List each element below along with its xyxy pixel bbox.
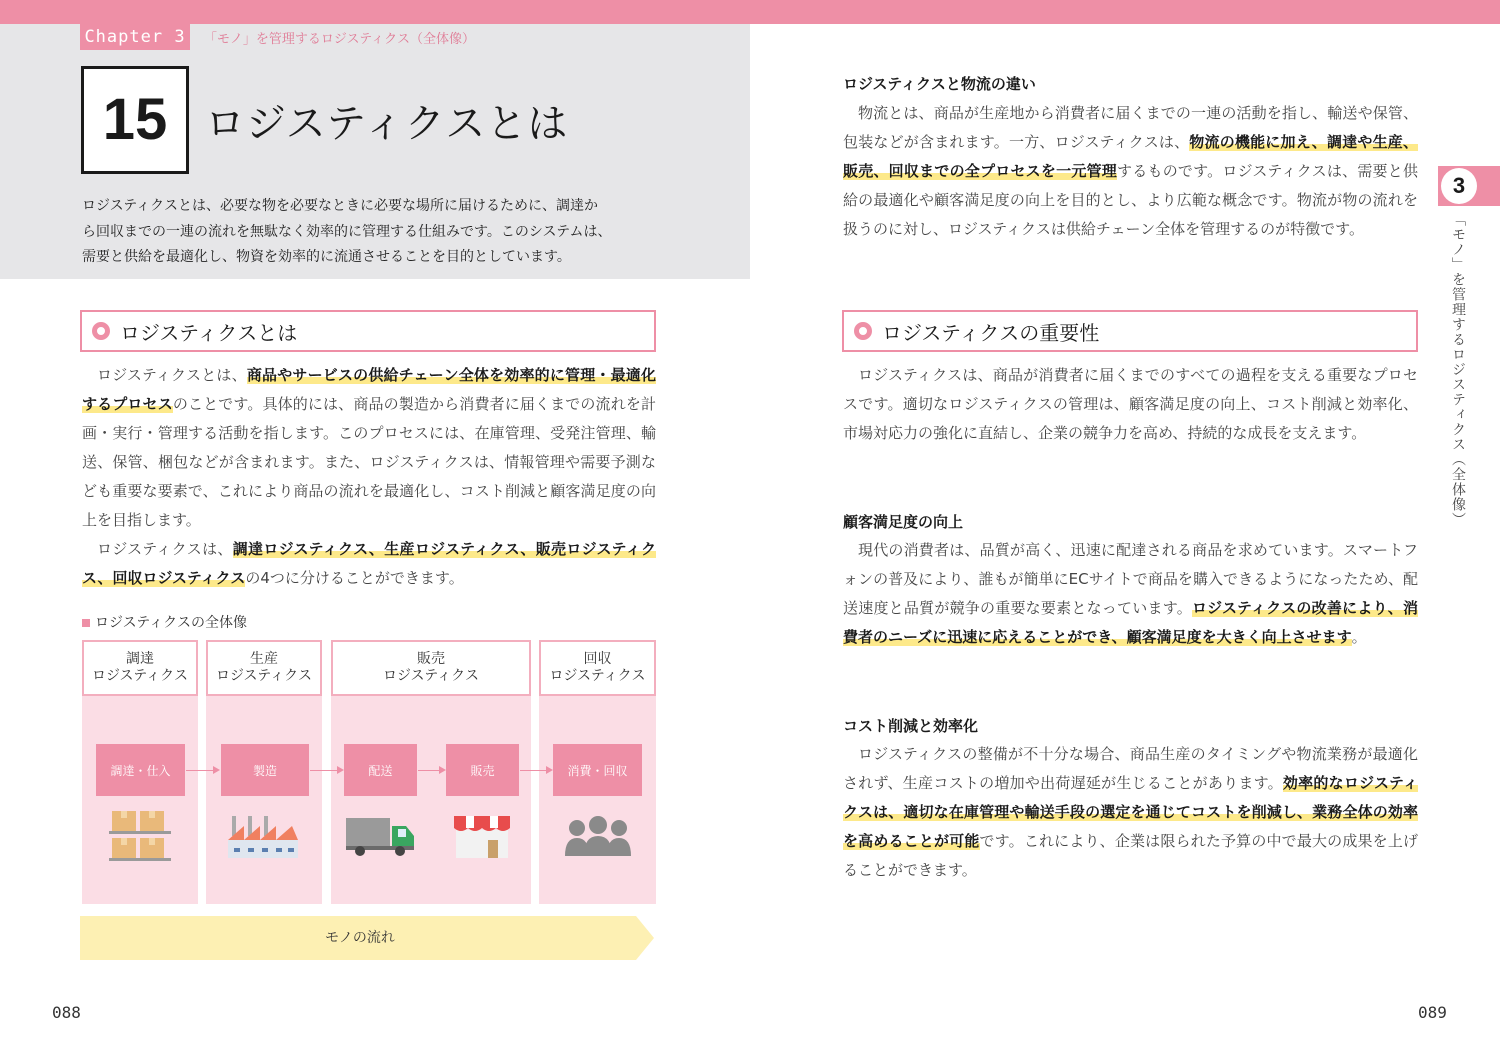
stage-title: ロジスティクス [549,668,646,684]
text-span: です。これにより、企業は限られた予算の中で最大の成果を上げることができます。 [843,832,1418,879]
subheading-customer-satisfaction: 顧客満足度の向上 [843,513,964,531]
section-heading-label: ロジスティクスの重要性 [882,320,1100,345]
text-span: 。 [1351,628,1367,646]
stage-title: 生産 [250,651,278,667]
text-span: のことです。具体的には、商品の製造から消費者に届くまでの流れを計画・実行・管理する活動を指します。このプロセスには、在庫管理、受発注管理、輸送、保管、梱包などが含まれます。また、ロジスティクスは、情報管理や需要予測なども重要な要素で、これにより商品の流れを最適化し、コスト削減と顧客満足度の向上を目指します。 [82,395,656,529]
text-span: ロジスティクスは、 [97,540,233,558]
text-span: 物流とは、商品が生産地から消費者に届くまでの一連の活動を指し、輸送や保管、包装などが含まれます。一方、ロジスティクスは、 [843,104,1418,151]
left-body [82,361,656,593]
figure-caption-label: ロジスティクスの全体像 [95,615,248,631]
stage-title: 調達 [126,651,154,667]
paragraph [82,535,656,593]
flow-label: モノの流れ [325,930,395,946]
highlight-span: 調達ロジスティクス、生産ロジスティクス、販売ロジスティクス、回収ロジスティクス [82,540,656,587]
diff-body [843,99,1418,244]
process-sales: 販売 [446,744,519,796]
stage-title: 販売 [417,651,445,667]
stage-header [331,640,531,696]
stage-header [539,640,656,696]
factory-icon [226,812,302,860]
highlight-span: 物流の機能に加え、調達や生産、販売、回収までの全プロセスを一元管理 [843,133,1418,180]
paragraph [843,99,1418,244]
chapter-tag: Chapter 3 [80,24,190,50]
stage-title: ロジスティクス [382,668,480,684]
stage-header [206,640,322,696]
boxes-icon [107,808,175,864]
stage-title: ロジスティクス [215,668,313,684]
process-manufacturing: 製造 [221,744,309,796]
paragraph [82,361,656,535]
highlight-span: 商品やサービスの供給チェーン全体を効率的に管理・最適化するプロセス [82,366,656,413]
process-consumption: 消費・回収 [553,744,642,796]
chapter-subtitle: 「モノ」を管理するロジスティクス（全体像） [204,32,476,47]
text-span: ロジスティクスの整備が不十分な場合、商品生産のタイミングや物流業務が最適化されず、生産コストの増加や出荷遅延が生じることがあります。 [843,745,1418,792]
text-span: するものです。ロジスティクスは、需要と供給の最適化や顧客満足度の向上を目的とし、より広範な概念です。物流が物の流れを扱うのに対し、ロジスティクスは供給チェーン全体を管理するのが特徴です。 [843,162,1418,238]
paragraph [843,536,1418,652]
text-span: ロジスティクスとは、 [97,366,247,384]
arrow-right-icon [418,770,444,771]
section-heading-logistics [80,310,656,352]
bullet-ring-icon [854,322,872,340]
chapter-side-number: 3 [1441,168,1477,204]
people-icon [563,814,633,858]
section-number: 15 [81,66,189,174]
square-bullet-icon [82,619,90,627]
stage-title: ロジスティクス [91,668,189,684]
chapter-side-title: 「モノ」を管理するロジスティクス（全体像） [1450,212,1466,527]
page-title: ロジスティクスとは [205,101,569,147]
page-number-left: 088 [52,1003,81,1022]
highlight-span: 効率的なロジスティクスは、適切な在庫管理や輸送手段の選定を通じてコストを削減し、業務全体の効率を高めることが可能 [843,774,1418,850]
intro-text [82,194,672,271]
arrow-right-icon [310,770,342,771]
bullet-ring-icon [92,322,110,340]
arrow-right-icon [186,770,218,771]
paragraph [843,740,1418,885]
process-delivery: 配送 [344,744,417,796]
text-span: 現代の消費者は、品質が高く、迅速に配達される商品を求めています。スマートフォンの普及により、誰もが簡単にECサイトで商品を購入できるようになったため、配送速度と品質が競争の重要な要素となっています。 [843,541,1418,617]
stage-title: 回収 [583,651,612,667]
cs-body [843,536,1418,652]
intro-line: 需要と供給を最適化し、物資を効率的に流通させることを目的としています。 [82,249,571,265]
truck-icon [344,816,416,858]
top-accent-bar [0,0,1500,24]
importance-body [843,361,1418,448]
intro-line: ロジスティクスとは、必要な物を必要なときに必要な場所に届けるために、調達か [82,198,599,214]
highlight-span: ロジスティクスの改善により、消費者のニーズに迅速に応えることができ、顧客満足度を大きく向上させます [843,599,1418,646]
page-number-right: 089 [1418,1003,1447,1022]
paragraph: ロジスティクスは、商品が消費者に届くまでのすべての過程を支える重要なプロセスです。適切なロジスティクスの管理は、顧客満足度の向上、コスト削減と効率化、市場対応力の強化に直結し、企業の競争力を高め、持続的な成長を支えます。 [843,366,1418,442]
intro-line: ら回収までの一連の流れを無駄なく効率的に管理する仕組みです。このシステムは、 [82,223,612,240]
section-heading-label: ロジスティクスとは [120,320,298,345]
text-span: の4つに分けることができます。 [245,569,464,587]
section-heading-importance [842,310,1418,352]
stage-header [82,640,198,696]
cost-body [843,740,1418,885]
shop-icon [452,812,512,860]
subheading-difference: ロジスティクスと物流の違い [843,75,1036,93]
subheading-cost: コスト削減と効率化 [843,717,979,735]
process-procurement: 調達・仕入 [96,744,185,796]
arrow-right-icon [520,770,551,771]
figure-caption [82,612,247,632]
